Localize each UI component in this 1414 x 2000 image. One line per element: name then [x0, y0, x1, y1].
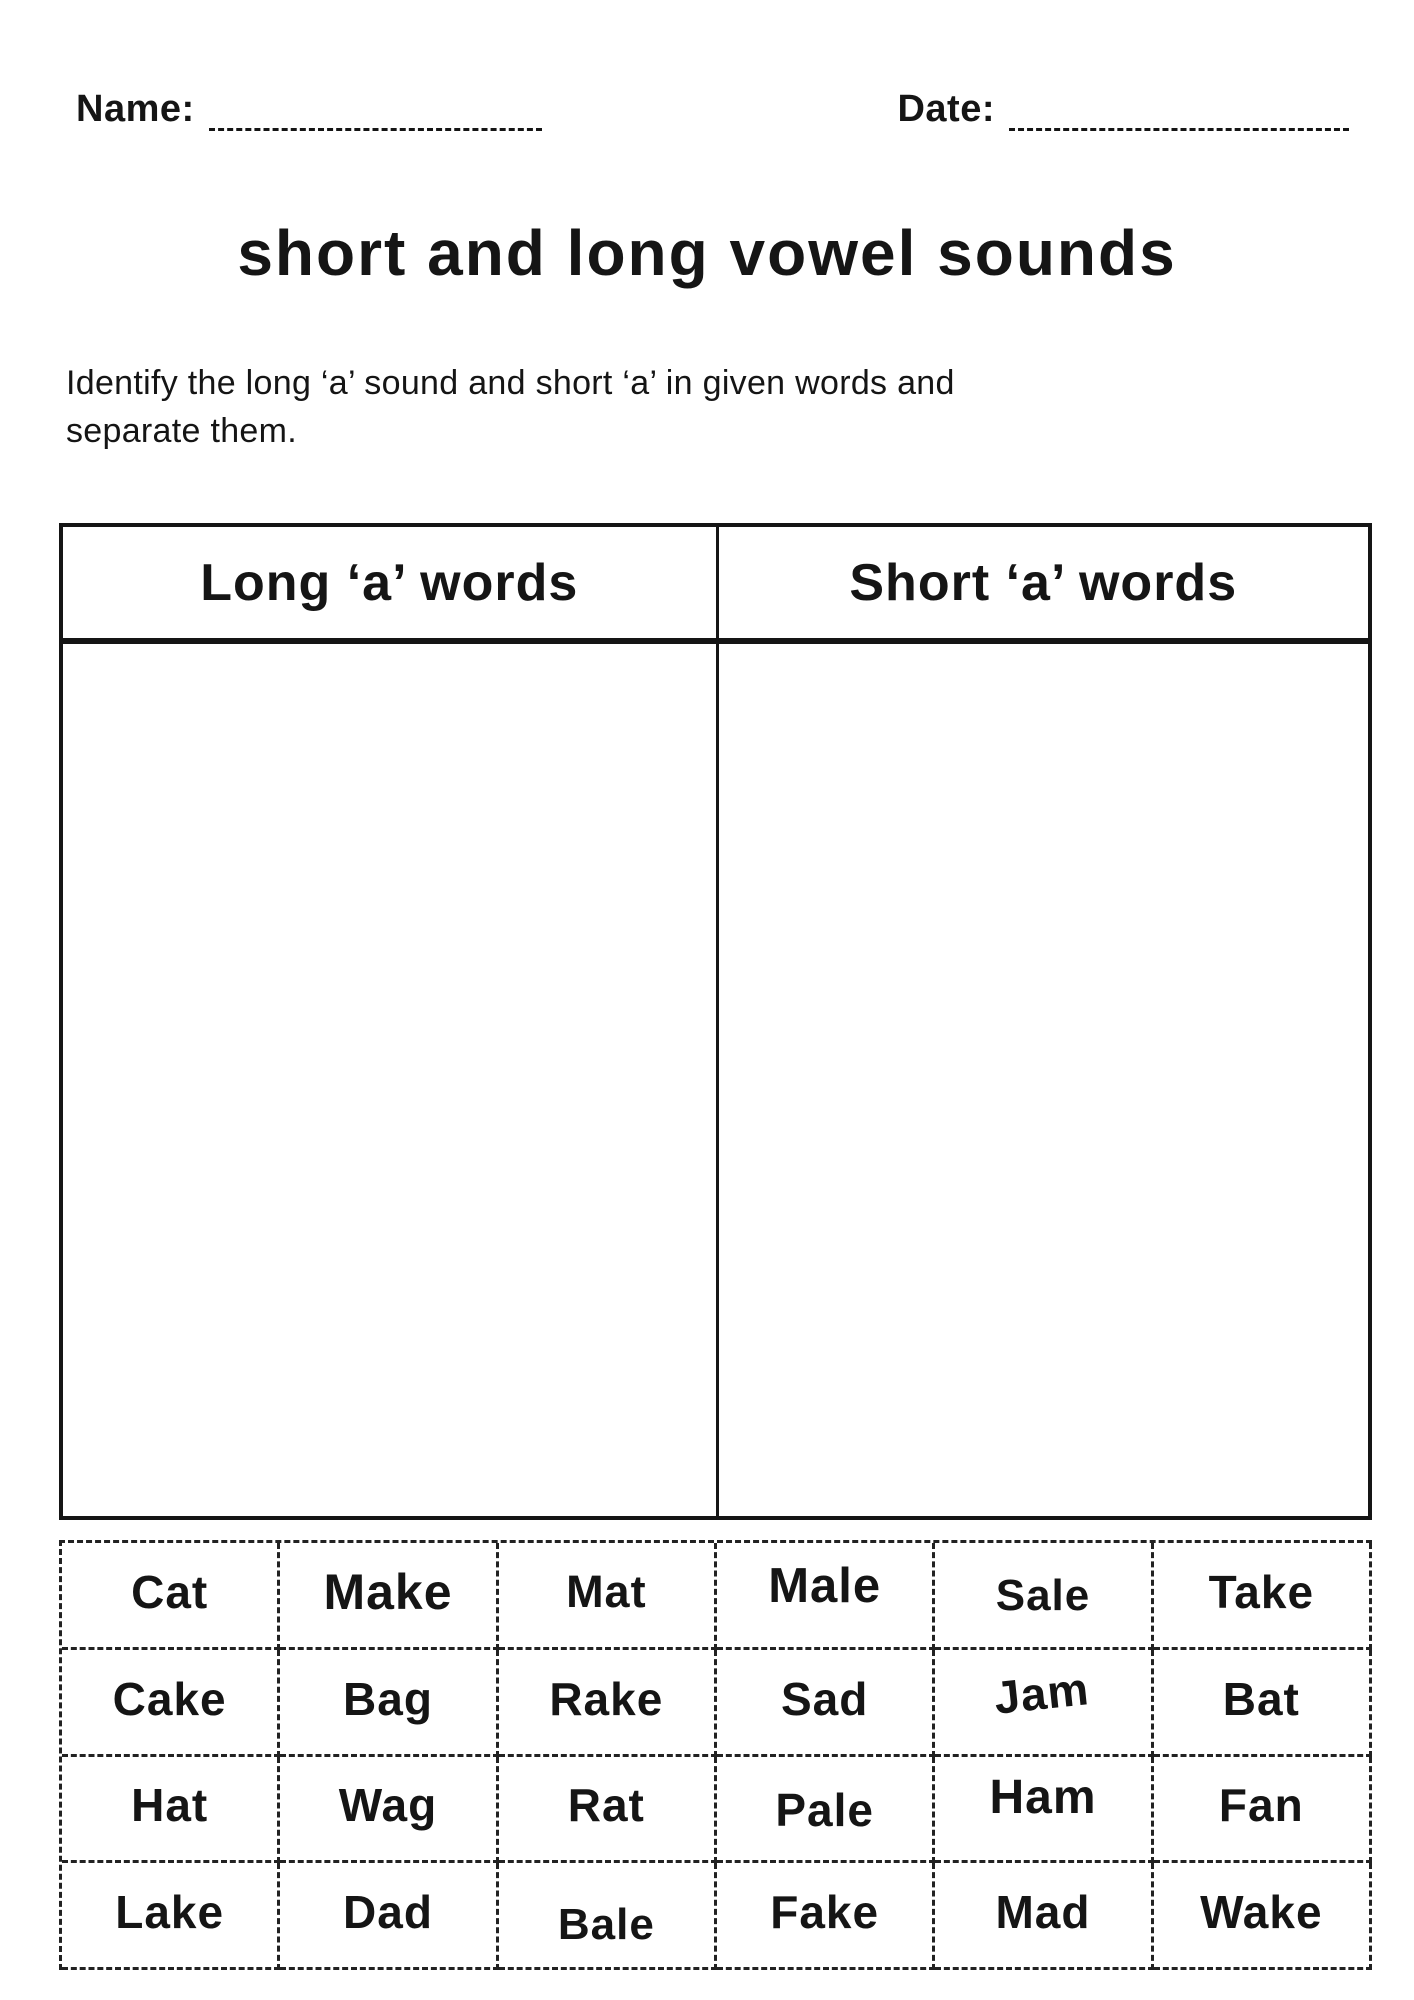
column-header-long-a: Long ‘a’ words	[63, 527, 716, 644]
name-date-row	[76, 88, 1349, 131]
word-card-label: Rake	[549, 1672, 664, 1725]
word-card-label: Pale	[775, 1784, 874, 1837]
word-cards-grid	[59, 1540, 1372, 1970]
word-card-label: Make	[323, 1563, 453, 1620]
long-a-answer-area[interactable]	[63, 644, 716, 1516]
word-card[interactable]	[62, 1757, 280, 1864]
date-writein-line[interactable]	[1009, 92, 1349, 131]
sort-table	[59, 523, 1372, 1520]
word-card[interactable]	[62, 1543, 280, 1650]
word-card-label: Wag	[338, 1779, 438, 1832]
date-label: Date:	[897, 88, 995, 130]
column-header-short-a: Short ‘a’ words	[716, 527, 1369, 644]
word-card[interactable]	[280, 1543, 498, 1650]
word-card[interactable]	[62, 1863, 280, 1970]
word-card-label: Jam	[992, 1661, 1093, 1724]
word-card-label: Bat	[1222, 1672, 1300, 1725]
word-card[interactable]	[1154, 1757, 1372, 1864]
word-card-label: Take	[1208, 1565, 1315, 1618]
word-card-label: Lake	[115, 1886, 225, 1939]
word-card[interactable]	[499, 1863, 717, 1970]
word-card-label: Mad	[995, 1886, 1091, 1939]
word-card[interactable]	[717, 1543, 935, 1650]
word-card-label: Sad	[780, 1672, 869, 1725]
word-card[interactable]	[717, 1650, 935, 1757]
word-card[interactable]	[62, 1650, 280, 1757]
short-a-answer-area[interactable]	[716, 644, 1369, 1516]
word-card[interactable]	[499, 1543, 717, 1650]
word-card[interactable]	[1154, 1650, 1372, 1757]
word-card-label: Wake	[1200, 1886, 1323, 1939]
word-card-label: Dad	[343, 1886, 433, 1939]
instructions-text: Identify the long ‘a’ sound and short ‘a’ in given words and separate them.	[66, 364, 955, 450]
word-card-label: Rat	[567, 1779, 645, 1832]
worksheet-title: short and long vowel sounds	[237, 217, 1177, 289]
date-field	[897, 88, 1349, 131]
word-card-label: Hat	[131, 1779, 209, 1832]
word-card[interactable]	[280, 1650, 498, 1757]
word-card-label: Bag	[343, 1672, 433, 1725]
word-card[interactable]	[1154, 1863, 1372, 1970]
word-card-label: Sale	[995, 1570, 1091, 1620]
word-card[interactable]	[717, 1863, 935, 1970]
name-writein-line[interactable]	[209, 92, 542, 131]
name-label: Name:	[76, 88, 195, 130]
word-card-label: Male	[768, 1558, 882, 1613]
word-card-label: Mat	[566, 1565, 647, 1617]
word-card[interactable]	[280, 1757, 498, 1864]
word-card[interactable]	[935, 1543, 1153, 1650]
word-card-label: Cake	[112, 1672, 227, 1725]
word-card[interactable]	[935, 1650, 1153, 1757]
word-card[interactable]	[1154, 1543, 1372, 1650]
word-card-label: Bale	[557, 1900, 655, 1950]
word-card-label: Ham	[989, 1770, 1097, 1824]
word-card[interactable]	[935, 1757, 1153, 1864]
word-card[interactable]	[280, 1863, 498, 1970]
word-card-label: Fake	[770, 1886, 880, 1939]
word-card[interactable]	[717, 1757, 935, 1864]
word-card-label: Fan	[1218, 1779, 1304, 1832]
word-card[interactable]	[499, 1650, 717, 1757]
word-card[interactable]	[935, 1863, 1153, 1970]
name-field	[76, 88, 542, 131]
word-card-label: Cat	[131, 1565, 209, 1618]
word-card[interactable]	[499, 1757, 717, 1864]
